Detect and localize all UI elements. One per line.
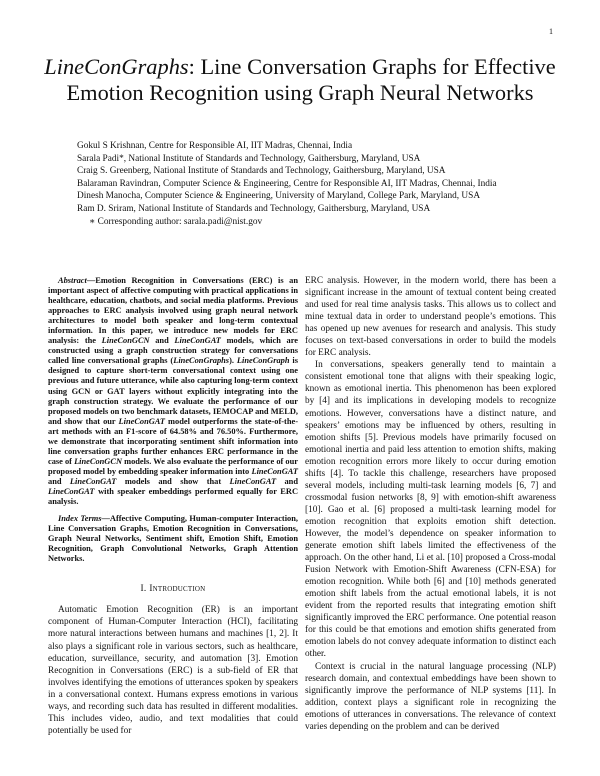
abstract-model-name: LineConGAT: [251, 466, 298, 476]
abstract-text: models and show that: [116, 476, 230, 486]
author-line: Gokul S Krishnan, Centre for Responsible AI, IIT Madras, Chennai, India: [77, 141, 353, 151]
index-terms-label: Index Terms: [58, 514, 102, 524]
paragraph: ERC analysis. However, in the modern world, there has been a significant increase in the amount of textual content being created and used for real time analysis tasks. This allows us to collect and mine textual data in order to understand people’s emotions. This has opened up new avenues for research and analysis. This study focuses on text-based conversations in order to build the models for ERC analysis.: [305, 276, 556, 359]
author-line: Sarala Padi*, National Institute of Standards and Technology, Gaithersburg, Maryland, USA: [77, 153, 421, 164]
abstract-text: is designed to capture short-term conversational context using one previous and future utterance, while also capturing long-term context using GCN or GAT layers without explicitly integrating into the graph construction strategy. We evaluate the performance of our proposed models on two benchmark datasets, IEMOCAP and MELD, and show that our: [48, 356, 298, 426]
abstract-model-name: LineConGAT: [69, 476, 117, 486]
abstract-model-name: LineConGAT: [118, 416, 166, 426]
paragraph: Context is crucial in the natural language processing (NLP) research domain, and contextual embeddings have been shown to significantly improve the performance of NLP systems [11]. In addition, context plays a significant role in recognizing the emotions of utterances in conversations. The relevance of context varies depending on the problem and can be derived: [305, 661, 556, 732]
abstract-model-name: LineConGCN: [101, 336, 150, 346]
author-line: Dinesh Manocha, Computer Science & Engineering, University of Maryland, College Park, Maryland, USA: [77, 191, 481, 202]
section-heading: [48, 583, 298, 595]
abstract-text: —Emotion Recognition in Conversations (ERC) is an important aspect of affective computing with practical applications in healthcare, education, chatbots, and social media platforms. Previous approaches to ERC analysis involved using graph neural network architectures to model both speaker and long-term contextual information. In this paper, we introduce new models for ERC analysis: the: [48, 276, 298, 346]
abstract: [48, 276, 298, 507]
abstract-text: and: [149, 336, 175, 346]
abstract-text: and: [276, 476, 298, 486]
paper-title: [40, 54, 560, 105]
abstract-text: ).: [229, 356, 237, 366]
abstract-model-name: LineConGAT: [174, 336, 221, 346]
left-column: [48, 276, 298, 737]
corresponding-author: ∗ Corresponding author: sarala.padi@nist.gov: [89, 216, 263, 227]
abstract-label: Abstract: [58, 276, 87, 285]
abstract-model-name: LineConGCN: [74, 456, 122, 466]
abstract-text: model outperforms the state-of-the-art methods with an F1-score of 64.58% and 76.50%. Furthermore, we demonstrate that incorporating sentiment shift information into line conversation graphs further enhances ERC performance in the case of: [48, 416, 298, 466]
title-rest: : Line Conversation Graphs for Effective Emotion Recognition using Graph Neural Networks: [66, 54, 556, 105]
author-line: Craig S. Greenberg, National Institute of Standards and Technology, Gaithersburg, Maryland, USA: [77, 166, 446, 177]
page-number: 1: [549, 27, 553, 36]
abstract-model-name: LineConGAT: [48, 486, 95, 496]
abstract-text: with speaker embeddings performed equally for ERC analysis.: [48, 486, 298, 507]
abstract-model-name: LineConGAT: [229, 476, 277, 486]
abstract-text: models. We also evaluate the performance of our proposed model by embedding speaker information into: [48, 456, 298, 476]
section-number: I.: [140, 584, 147, 595]
author-list: [77, 140, 577, 228]
title-italic: LineConGraphs: [44, 54, 189, 79]
abstract-text: and: [48, 476, 70, 486]
index-terms: [48, 514, 298, 564]
paragraph: In conversations, speakers generally tend to maintain a consistent emotional tone that aligns with their speaking logic, known as emotional inertia. This phenomenon has been explored by [4] and its implications in developing models to recognize emotions. However, conversations have a distinct nature, and speakers’ emotions may be influenced by others, resulting in emotion shifts [5]. Previous models have primarily focused on emotional inertia and paid less attention to emotion shifts, making emotion recognition errors more likely to occur during emotion shifts [4]. To tackle this challenge, researchers have proposed several models, including multi-task learning models [6, 7] and crossmodal fusion networks [8, 9] with emotion-shift awareness [10]. Gao et al. [6] proposed a multi-task learning model for emotion recognition that exploits emotion shift detection. However, the model’s dependence on speaker information to generate emotion shift labels limited the effectiveness of the approach. On the other hand, Li et al. [10] proposed a Cross-modal Fusion Network with Emotion-Shift Awareness (CFN-ESA) for emotion recognition. While both [6] and [10] methods generated emotion shift labels from the actual emotional labels, it is not evident from the reported results that integrating emotion shift significantly improved the ERC performance. One potential reason for this could be that emotions and emotion shifts generated from emotion labels do not convey adequate information to distinct each other.: [305, 360, 556, 660]
abstract-model-name: LineConGraphs: [173, 356, 230, 366]
author-line: Ram D. Sriram, National Institute of Standards and Technology, Gaithersburg, Maryland, USA: [77, 203, 431, 214]
abstract-text: models, which are constructed using a graph construction strategy for conversations called line conversational graphs (: [48, 336, 298, 366]
author-line: Balaraman Ravindran, Computer Science & Engineering, Centre for Responsible AI, IIT Madras, Chennai, India: [77, 178, 497, 189]
paragraph: Automatic Emotion Recognition (ER) is an important component of Human-Computer Interaction (HCI), facilitating more natural interactions between humans and machines [1, 2]. It also plays a significant role in various sectors, such as healthcare, education, surveillance, security, and automation [3]. Emotion Recognition in Conversations (ERC) is a sub-field of ER that involves identifying the emotions of utterances spoken by speakers in a conversational context. Humans express emotions in various ways, and recording such data has resulted in different modalities. This includes video, audio, and text modalities that could potentially be used for: [48, 605, 298, 736]
index-terms-text: —Affective Computing, Human-computer Interaction, Line Conversation Graphs, Emotion Recognition in Conversations, Graph Neural Networks, Sentiment shift, Emotion Shift, Emotion Recognition, Graph Convolutional Networks, Graph Attention Networks.: [48, 514, 298, 564]
abstract-model-name: LineConGraph: [236, 356, 290, 366]
section-title: Introduction: [149, 584, 206, 595]
right-column: [305, 275, 556, 733]
